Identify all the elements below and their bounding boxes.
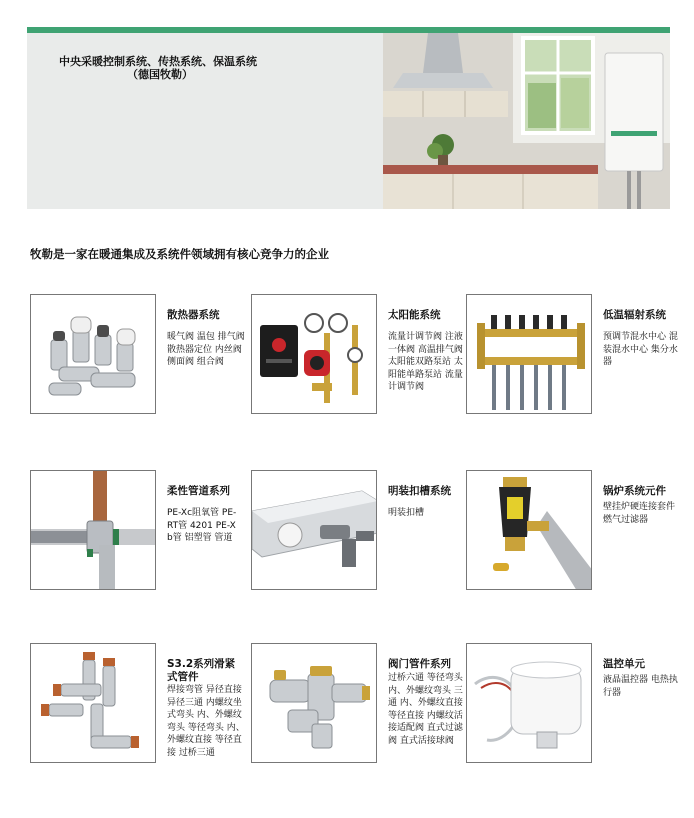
manifold-image xyxy=(466,294,592,414)
card-title: 阀门管件系列 xyxy=(388,658,451,670)
product-card-slide-fittings[interactable] xyxy=(30,643,245,763)
card-title: 柔性管道系列 xyxy=(167,485,230,497)
solar-pump-station-image xyxy=(251,294,377,414)
card-description: 明装扣槽 xyxy=(388,508,425,518)
card-description: 焊接弯管 异径直接 异径三通 内螺纹坐式弯头 内、外螺纹弯头 等径弯头 内、外螺纹直接 等径直接 过桥三通 xyxy=(167,685,245,758)
hero-banner xyxy=(27,27,670,209)
company-headline: 牧勒是一家在暖通集成及系统件领域拥有核心竞争力的企业 xyxy=(30,247,329,261)
product-card-trunking[interactable] xyxy=(251,470,449,590)
card-description: 预调节混水中心 混装混水中心 集分水器 xyxy=(603,332,678,367)
product-card-valve-fittings[interactable] xyxy=(251,643,463,763)
banner-subtitle: （德国牧勒） xyxy=(127,68,193,81)
banner-title: 中央采暖控制系统、传热系统、保温系统 xyxy=(59,55,257,68)
product-card-underfloor[interactable] xyxy=(466,294,678,414)
card-description: 过桥六通 等径弯头 内、外螺纹弯头 三通 内、外螺纹直接 等径直接 内螺纹活接适配阀 直式过滤阀 直式活接球阀 xyxy=(388,673,463,746)
card-title: 锅炉系统元件 xyxy=(603,485,666,497)
product-card-solar[interactable] xyxy=(251,294,463,414)
card-description: 流量计调节阀 注液一体阀 高温排气阀 太阳能双路泵站 太阳能单路泵站 流量计调节阀 xyxy=(388,332,463,392)
card-title: 太阳能系统 xyxy=(388,309,441,321)
product-card-thermal-control[interactable] xyxy=(466,643,678,763)
card-title: 低温辐射系统 xyxy=(603,309,666,321)
radiator-valves-image xyxy=(30,294,156,414)
boiler-filter-image xyxy=(466,470,592,590)
card-description: PE-Xc阻氧管 PE-RT管 4201 PE-Xb管 铝塑管 管道 xyxy=(167,508,237,543)
product-card-boiler[interactable] xyxy=(466,470,676,590)
valve-fittings-image xyxy=(251,643,377,763)
thermal-actuator-image xyxy=(466,643,592,763)
card-title: 明装扣槽系统 xyxy=(388,485,451,497)
kitchen-photo xyxy=(383,33,670,209)
flexible-pipe-image xyxy=(30,470,156,590)
product-card-radiator[interactable] xyxy=(30,294,245,414)
product-card-flexible-pipe[interactable] xyxy=(30,470,237,590)
surface-trunking-image xyxy=(251,470,377,590)
card-title: 温控单元 xyxy=(603,658,645,670)
card-title: 散热器系统 xyxy=(167,309,220,321)
slide-fittings-image xyxy=(30,643,156,763)
card-description: 液晶温控器 电热执行器 xyxy=(603,675,678,698)
card-description: 壁挂炉硬连接套件 燃气过滤器 xyxy=(603,502,676,525)
card-title: S3.2系列滑紧式管件 xyxy=(167,658,236,683)
card-description: 暖气阀 温包 排气阀 散热器定位 内丝阀 侧面阀 组合阀 xyxy=(167,332,245,367)
